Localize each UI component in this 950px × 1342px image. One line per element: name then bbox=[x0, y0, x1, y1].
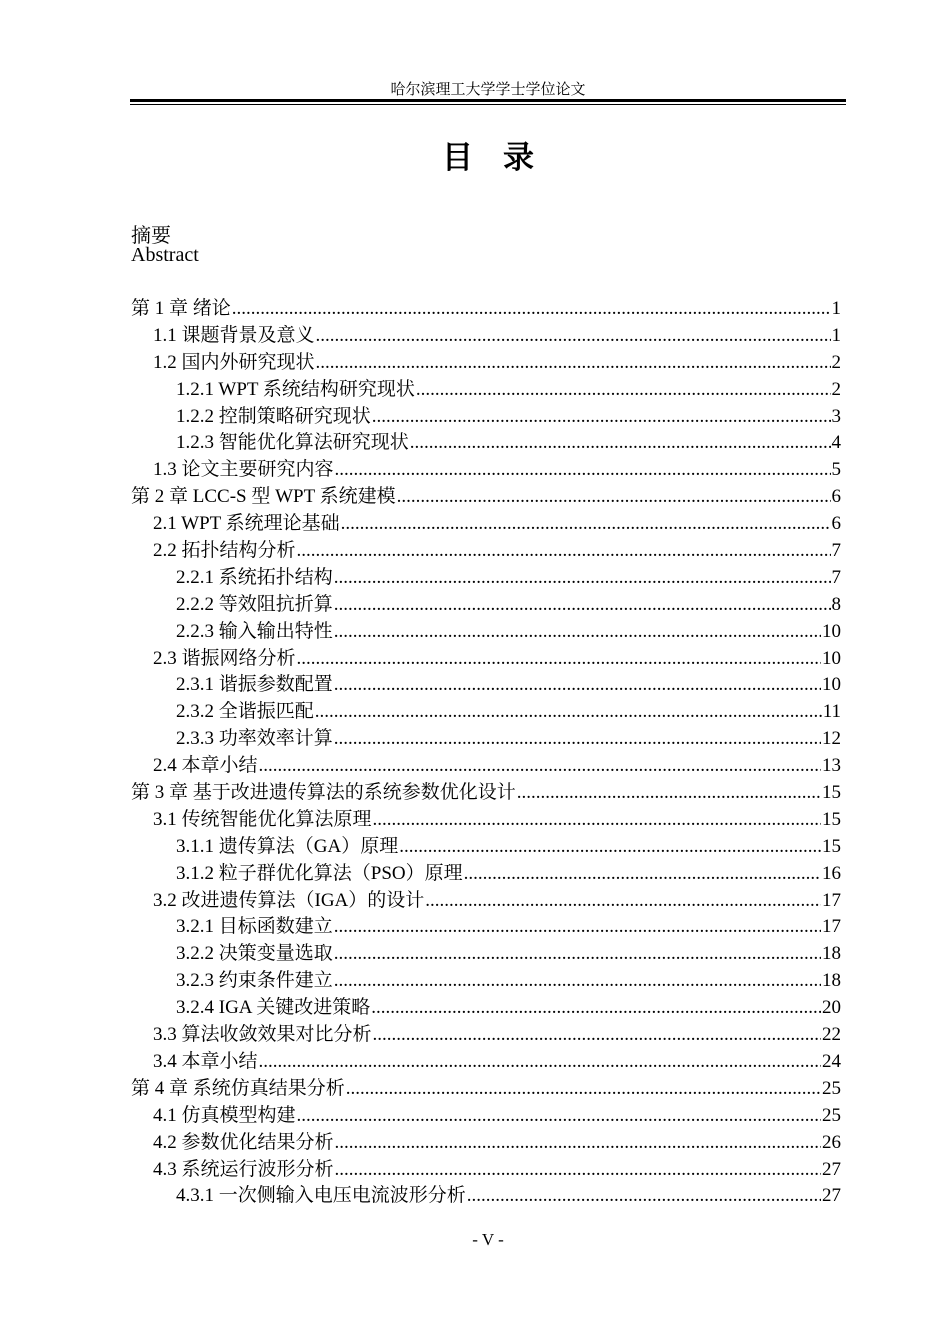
toc-entry-page: 12 bbox=[822, 728, 841, 750]
toc-entry[interactable] bbox=[131, 293, 841, 320]
toc-entry-label: 3.2.1 目标函数建立 bbox=[176, 916, 333, 938]
toc-entry[interactable] bbox=[131, 1127, 841, 1154]
toc-entry-label: 4.3 系统运行波形分析 bbox=[153, 1158, 334, 1180]
toc-dot-leader bbox=[334, 567, 831, 589]
toc-entry-label: 1.1 课题背景及意义 bbox=[153, 324, 315, 346]
toc-entry[interactable] bbox=[131, 992, 841, 1019]
toc-entry[interactable] bbox=[131, 723, 841, 750]
table-of-contents bbox=[131, 293, 841, 1207]
toc-dot-leader bbox=[373, 1024, 821, 1046]
toc-entry-label: 2.3 谐振网络分析 bbox=[153, 647, 296, 669]
toc-entry-page: 26 bbox=[822, 1131, 841, 1153]
toc-entry[interactable] bbox=[131, 750, 841, 777]
toc-entry[interactable] bbox=[131, 804, 841, 831]
toc-entry-label: 3.3 算法收敛效果对比分析 bbox=[153, 1024, 372, 1046]
toc-entry[interactable] bbox=[131, 643, 841, 670]
toc-entry-page: 27 bbox=[822, 1185, 841, 1207]
toc-entry-label: 2.2.1 系统拓扑结构 bbox=[176, 566, 333, 588]
toc-entry-page: 10 bbox=[822, 620, 841, 642]
toc-entry-page: 22 bbox=[822, 1024, 841, 1046]
toc-dot-leader bbox=[335, 1159, 821, 1181]
toc-entry-page: 7 bbox=[831, 540, 841, 562]
toc-entry-label: 第 3 章 基于改进遗传算法的系统参数优化设计 bbox=[131, 782, 516, 804]
toc-entry[interactable] bbox=[131, 1019, 841, 1046]
toc-entry-page: 8 bbox=[831, 593, 841, 615]
toc-entry[interactable] bbox=[131, 562, 841, 589]
toc-entry[interactable] bbox=[131, 965, 841, 992]
toc-entry[interactable] bbox=[131, 481, 841, 508]
toc-entry-page: 25 bbox=[822, 1104, 841, 1126]
page-number: - V - bbox=[472, 1230, 504, 1249]
toc-entry-page: 15 bbox=[822, 835, 841, 857]
toc-entry[interactable] bbox=[131, 1046, 841, 1073]
toc-entry[interactable] bbox=[131, 1073, 841, 1100]
toc-entry-label: 3.2.2 决策变量选取 bbox=[176, 943, 333, 965]
toc-entry-label: 4.3.1 一次侧输入电压电流波形分析 bbox=[176, 1185, 466, 1207]
front-matter-abstract-cn[interactable]: 摘要 bbox=[131, 225, 171, 247]
toc-entry-page: 18 bbox=[822, 970, 841, 992]
toc-entry-page: 1 bbox=[831, 324, 841, 346]
toc-entry-page: 10 bbox=[822, 647, 841, 669]
toc-dot-leader bbox=[232, 298, 831, 320]
toc-entry-label: 1.2.3 智能优化算法研究现状 bbox=[176, 432, 409, 454]
toc-dot-leader bbox=[334, 970, 821, 992]
toc-entry[interactable] bbox=[131, 1180, 841, 1207]
toc-entry-page: 13 bbox=[822, 755, 841, 777]
toc-entry-label: 3.2.3 约束条件建立 bbox=[176, 970, 333, 992]
toc-entry-label: 4.2 参数优化结果分析 bbox=[153, 1131, 334, 1153]
toc-entry[interactable] bbox=[131, 669, 841, 696]
toc-entry-label: 第 4 章 系统仿真结果分析 bbox=[131, 1077, 345, 1099]
toc-entry[interactable] bbox=[131, 535, 841, 562]
toc-dot-leader bbox=[315, 701, 822, 723]
toc-dot-leader bbox=[399, 836, 821, 858]
toc-dot-leader bbox=[297, 540, 831, 562]
toc-dot-leader bbox=[341, 513, 831, 535]
toc-dot-leader bbox=[334, 943, 821, 965]
toc-entry-label: 1.3 论文主要研究内容 bbox=[153, 459, 334, 481]
toc-entry-page: 17 bbox=[822, 916, 841, 938]
toc-dot-leader bbox=[416, 379, 831, 401]
toc-entry[interactable] bbox=[131, 911, 841, 938]
toc-entry[interactable] bbox=[131, 589, 841, 616]
page-title: 目录 bbox=[442, 140, 564, 176]
toc-entry-label: 第 1 章 绪论 bbox=[131, 298, 231, 319]
toc-entry-page: 15 bbox=[822, 782, 841, 804]
toc-dot-leader bbox=[371, 997, 821, 1019]
toc-entry[interactable] bbox=[131, 508, 841, 535]
toc-entry[interactable] bbox=[131, 1154, 841, 1181]
toc-entry[interactable] bbox=[131, 938, 841, 965]
toc-entry-page: 15 bbox=[822, 808, 841, 830]
toc-entry[interactable] bbox=[131, 320, 841, 347]
front-matter-abstract-en[interactable]: Abstract bbox=[131, 244, 199, 266]
toc-entry-page: 11 bbox=[822, 701, 841, 723]
toc-entry-page: 18 bbox=[822, 943, 841, 965]
toc-entry-label: 4.1 仿真模型构建 bbox=[153, 1104, 296, 1126]
toc-entry-label: 3.1 传统智能优化算法原理 bbox=[153, 808, 372, 830]
toc-dot-leader bbox=[334, 916, 821, 938]
toc-entry-label: 3.4 本章小结 bbox=[153, 1050, 258, 1072]
toc-dot-leader bbox=[467, 1185, 821, 1207]
toc-entry[interactable] bbox=[131, 374, 841, 401]
toc-entry[interactable] bbox=[131, 427, 841, 454]
toc-entry-page: 2 bbox=[831, 378, 841, 400]
toc-entry-page: 10 bbox=[822, 674, 841, 696]
toc-entry-label: 2.4 本章小结 bbox=[153, 755, 258, 777]
toc-entry[interactable] bbox=[131, 401, 841, 428]
toc-entry-page: 16 bbox=[822, 862, 841, 884]
header-rule-thick bbox=[130, 99, 846, 102]
toc-entry-page: 6 bbox=[831, 513, 841, 535]
header-rule-thin bbox=[130, 104, 846, 105]
toc-dot-leader bbox=[346, 1078, 821, 1100]
toc-entry-label: 1.2.2 控制策略研究现状 bbox=[176, 405, 371, 427]
toc-entry-label: 1.2 国内外研究现状 bbox=[153, 351, 315, 373]
toc-dot-leader bbox=[297, 1105, 821, 1127]
toc-entry-label: 2.3.2 全谐振匹配 bbox=[176, 701, 314, 723]
toc-entry-page: 27 bbox=[822, 1158, 841, 1180]
toc-entry-page: 6 bbox=[831, 486, 841, 508]
toc-entry-page: 5 bbox=[831, 459, 841, 481]
toc-entry-page: 24 bbox=[822, 1050, 841, 1072]
toc-entry[interactable] bbox=[131, 858, 841, 885]
toc-dot-leader bbox=[517, 782, 821, 804]
toc-dot-leader bbox=[373, 809, 821, 831]
toc-dot-leader bbox=[464, 863, 821, 885]
toc-entry-page: 25 bbox=[822, 1077, 841, 1099]
toc-dot-leader bbox=[259, 1051, 821, 1073]
toc-dot-leader bbox=[335, 459, 831, 481]
toc-entry-page: 20 bbox=[822, 997, 841, 1019]
toc-dot-leader bbox=[297, 648, 821, 670]
toc-dot-leader bbox=[334, 728, 821, 750]
toc-entry-page: 1 bbox=[831, 298, 841, 319]
toc-dot-leader bbox=[334, 594, 831, 616]
toc-entry-label: 2.1 WPT 系统理论基础 bbox=[153, 513, 340, 535]
toc-entry-label: 2.2.2 等效阻抗折算 bbox=[176, 593, 333, 615]
toc-entry-label: 3.2.4 IGA 关键改进策略 bbox=[176, 997, 371, 1019]
toc-entry-label: 3.1.1 遗传算法（GA）原理 bbox=[176, 835, 399, 857]
toc-dot-leader bbox=[334, 621, 821, 643]
toc-entry[interactable] bbox=[131, 777, 841, 804]
toc-entry-page: 7 bbox=[831, 566, 841, 588]
toc-entry-label: 1.2.1 WPT 系统结构研究现状 bbox=[176, 378, 415, 400]
toc-entry-label: 2.3.1 谐振参数配置 bbox=[176, 674, 333, 696]
toc-dot-leader bbox=[397, 486, 831, 508]
toc-entry[interactable] bbox=[131, 347, 841, 374]
toc-entry-label: 3.1.2 粒子群优化算法（PSO）原理 bbox=[176, 862, 463, 884]
toc-entry[interactable] bbox=[131, 831, 841, 858]
toc-entry-page: 17 bbox=[822, 889, 841, 911]
toc-entry-label: 2.2.3 输入输出特性 bbox=[176, 620, 333, 642]
toc-entry[interactable] bbox=[131, 616, 841, 643]
toc-dot-leader bbox=[335, 1132, 821, 1154]
toc-dot-leader bbox=[410, 432, 831, 454]
toc-entry-label: 2.3.3 功率效率计算 bbox=[176, 728, 333, 750]
toc-dot-leader bbox=[259, 755, 821, 777]
toc-dot-leader bbox=[425, 890, 821, 912]
toc-dot-leader bbox=[316, 352, 831, 374]
toc-entry-page: 4 bbox=[831, 432, 841, 454]
toc-entry-page: 3 bbox=[831, 405, 841, 427]
toc-entry[interactable] bbox=[131, 885, 841, 912]
running-header: 哈尔滨理工大学学士学位论文 bbox=[390, 82, 586, 98]
toc-dot-leader bbox=[334, 674, 821, 696]
toc-entry[interactable] bbox=[131, 1100, 841, 1127]
toc-entry-label: 2.2 拓扑结构分析 bbox=[153, 540, 296, 562]
toc-entry[interactable] bbox=[131, 454, 841, 481]
toc-entry-page: 2 bbox=[831, 351, 841, 373]
toc-entry-label: 3.2 改进遗传算法（IGA）的设计 bbox=[153, 889, 425, 911]
toc-entry-label: 第 2 章 LCC-S 型 WPT 系统建模 bbox=[131, 486, 396, 508]
toc-dot-leader bbox=[316, 325, 831, 347]
toc-dot-leader bbox=[372, 406, 831, 428]
toc-entry[interactable] bbox=[131, 696, 841, 723]
